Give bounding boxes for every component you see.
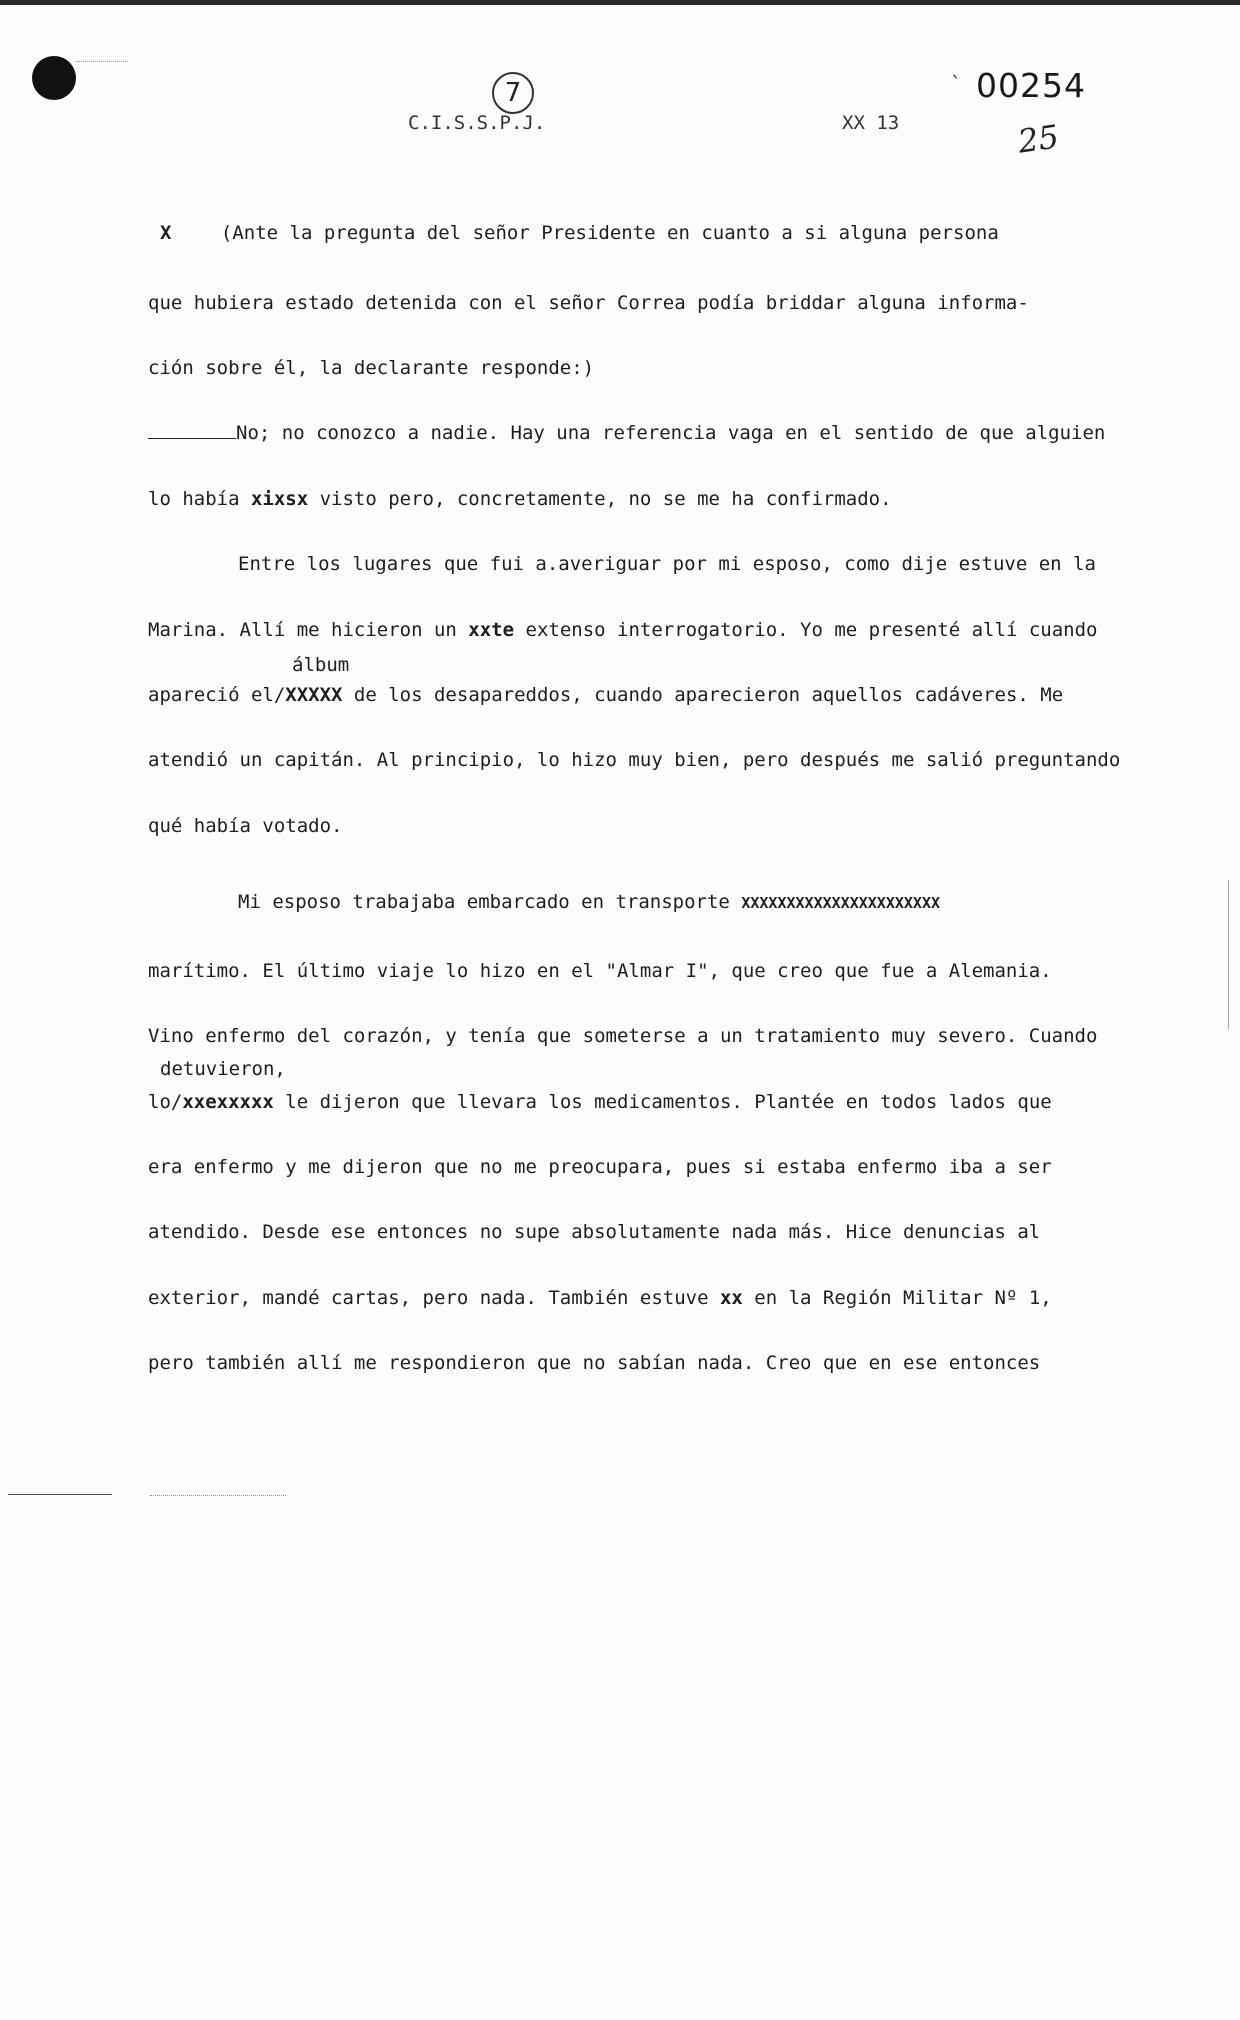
- line-17: [148, 1287, 1052, 1309]
- line-14-a: lo/: [148, 1091, 183, 1113]
- line-4-text: No; no conozco a nadie. Hay una referencia vaga en el sentido de que alguien: [236, 422, 1106, 444]
- office-code: C.I.S.S.P.J.: [408, 112, 546, 134]
- footer-rule: [8, 1494, 112, 1495]
- line-7-a: Marina. Allí me hicieron un: [148, 619, 469, 641]
- line-8-a: apareció el/: [148, 684, 286, 706]
- line-9: atendió un capitán. Al principio, lo hizo muy bien, pero después me salió preguntando: [148, 749, 1121, 771]
- line-marker: X: [160, 222, 172, 244]
- handwritten-folio-number: 25: [1015, 117, 1062, 161]
- page-label: XX 13: [842, 112, 900, 134]
- strikeout-text: XXXXX: [285, 684, 343, 706]
- line-12: marítimo. El último viaje lo hizo en el "Almar I", que creo que fue a Alemania.: [148, 960, 1052, 982]
- corner-mark: `: [950, 72, 963, 96]
- line-18: pero también allí me respondieron que no sabían nada. Creo que en ese entonces: [148, 1352, 1041, 1374]
- strikeout-text: xxte: [468, 619, 515, 641]
- line-7-b: extenso interrogatorio. Yo me presenté allí cuando: [514, 619, 1098, 641]
- line-8-b: de los desapareddos, cuando aparecieron aquellos cadáveres. Me: [342, 684, 1064, 706]
- line-1: [160, 222, 999, 244]
- line-11: [238, 891, 940, 913]
- line-17-a: exterior, mandé cartas, pero nada. También estuve: [148, 1287, 720, 1309]
- strikeout-text: xixsx: [250, 488, 309, 510]
- line-14: [148, 1091, 1052, 1113]
- page-stamp-circle: [492, 72, 534, 114]
- indent-underline: [148, 423, 236, 439]
- line-1-text: (Ante la pregunta del señor Presidente en cuanto a si alguna persona: [220, 222, 999, 244]
- insert-detuvieron: detuvieron,: [160, 1058, 286, 1080]
- line-15: era enfermo y me dijeron que no me preocupara, pues si estaba enfermo iba a ser: [148, 1156, 1052, 1178]
- line-5: [148, 488, 892, 510]
- line-16: atendido. Desde ese entonces no supe absolutamente nada más. Hice denuncias al: [148, 1221, 1041, 1243]
- line-10: qué había votado.: [148, 815, 343, 837]
- document-number: 00254: [976, 66, 1086, 105]
- line-13: Vino enfermo del corazón, y tenía que someterse a un tratamiento muy severo. Cuando: [148, 1025, 1098, 1047]
- strikeout-text: XXXXXXXXXXXXXXXXXXXXXX: [741, 894, 941, 912]
- line-4: [148, 422, 1105, 444]
- line-2: que hubiera estado detenida con el señor Correa podía briddar alguna informa-: [148, 292, 1029, 314]
- strikeout-text: xxexxxxx: [182, 1091, 274, 1113]
- line-5-b: visto pero, concretamente, no se me ha confirmado.: [308, 488, 892, 510]
- strikeout-text: xx: [719, 1287, 743, 1309]
- punch-hole: [32, 56, 76, 100]
- footer-dotted-rule: [150, 1495, 286, 1496]
- line-8: [148, 684, 1063, 706]
- line-14-b: le dijeron que llevara los medicamentos. Plantée en todos lados que: [273, 1091, 1052, 1113]
- line-7: [148, 619, 1097, 641]
- top-edge-line: [0, 0, 1240, 5]
- line-5-a: lo había: [148, 488, 251, 510]
- insert-album: álbum: [292, 654, 350, 676]
- line-17-b: en la Región Militar Nº 1,: [742, 1287, 1052, 1309]
- line-3: ción sobre él, la declarante responde:): [148, 357, 595, 379]
- stamp-number: 7: [504, 78, 522, 108]
- line-6: Entre los lugares que fui a.averiguar por mi esposo, como dije estuve en la: [238, 553, 1096, 575]
- punch-hole-trail: [76, 61, 128, 63]
- margin-mark: [1228, 880, 1229, 1030]
- line-11-a: Mi esposo trabajaba embarcado en transporte: [238, 891, 742, 913]
